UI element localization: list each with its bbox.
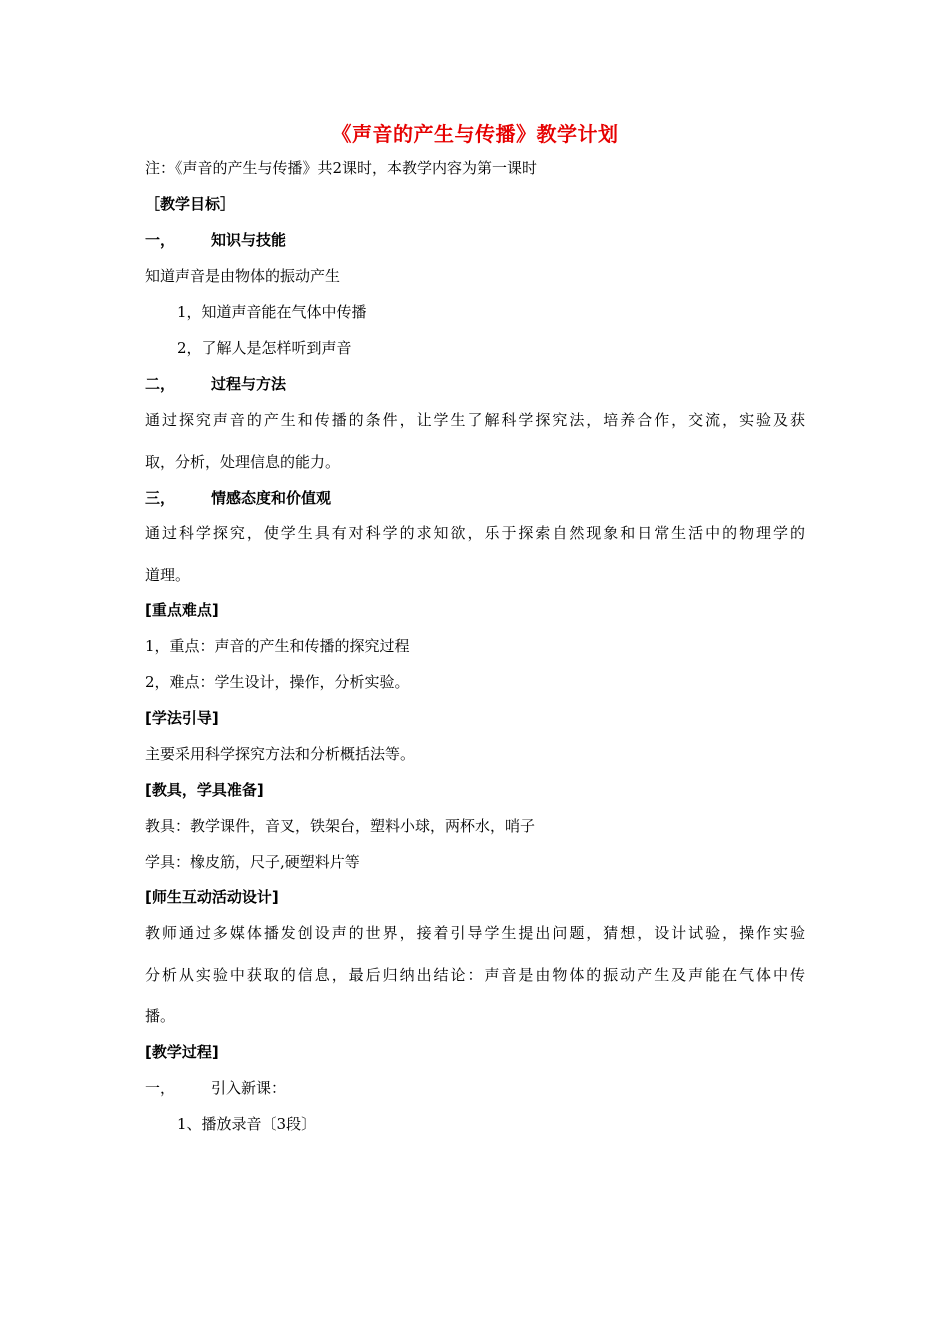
interaction-paragraph-line-3: 播。 [145,1007,176,1025]
key-point-2: 2，难点：学生设计，操作，分析实验。 [145,673,410,691]
heading-interaction-design: [师生互动活动设计] [145,888,279,906]
section-attitude-heading [145,488,331,508]
section-knowledge-heading [145,230,286,250]
heading-study-method: [学法引导] [145,709,219,727]
knowledge-item-1: 1，知道声音能在气体中传播 [177,303,367,321]
section-number: 一， [145,231,176,249]
attitude-paragraph-line-1: 通过科学探究，使学生具有对科学的求知欲，乐于探索自然现象和日常生活中的物理学的 [145,524,805,542]
process-paragraph-line-2: 取，分析，处理信息的能力。 [145,453,341,471]
key-point-1: 1，重点：声音的产生和传播的探究过程 [145,637,410,655]
interaction-paragraph-line-1: 教师通过多媒体播发创设声的世界，接着引导学生提出问题，猜想，设计试验，操作实验 [145,924,805,942]
process-step-heading [145,1078,286,1098]
heading-teaching-process: [教学过程] [145,1043,219,1061]
section-title: 过程与方法 [211,375,287,393]
teacher-materials: 教具：教学课件，音叉，铁架台，塑料小球，两杯水，哨子 [145,817,536,835]
process-step-item-1: 1、播放录音〔3段〕 [177,1115,317,1133]
knowledge-line: 知道声音是由物体的振动产生 [145,267,341,285]
knowledge-item-2: 2，了解人是怎样听到声音 [177,339,352,357]
section-number: 二， [145,375,176,393]
section-title: 知识与技能 [211,231,287,249]
student-materials: 学具：橡皮筋，尺子,硬塑料片等 [145,853,360,871]
section-process-heading [145,374,286,394]
process-paragraph-line-1: 通过探究声音的产生和传播的条件，让学生了解科学探究法，培养合作，交流，实验及获 [145,411,805,429]
course-note: 注：《声音的产生与传播》共2课时，本教学内容为第一课时 [145,159,538,177]
section-number: 三， [145,489,176,507]
step-number: 一， [145,1079,176,1097]
section-title: 情感态度和价值观 [211,489,332,507]
heading-materials: [教具，学具准备] [145,781,264,799]
step-title: 引入新课： [211,1079,287,1097]
attitude-paragraph-line-2: 道理。 [145,566,191,584]
document-title: 《声音的产生与传播》教学计划 [331,122,619,146]
heading-key-points: [重点难点] [145,601,219,619]
study-method-text: 主要采用科学探究方法和分析概括法等。 [145,745,416,763]
heading-objectives: ［教学目标］ [145,195,236,213]
interaction-paragraph-line-2: 分析从实验中获取的信息，最后归纳出结论：声音是由物体的振动产生及声能在气体中传 [145,966,805,984]
